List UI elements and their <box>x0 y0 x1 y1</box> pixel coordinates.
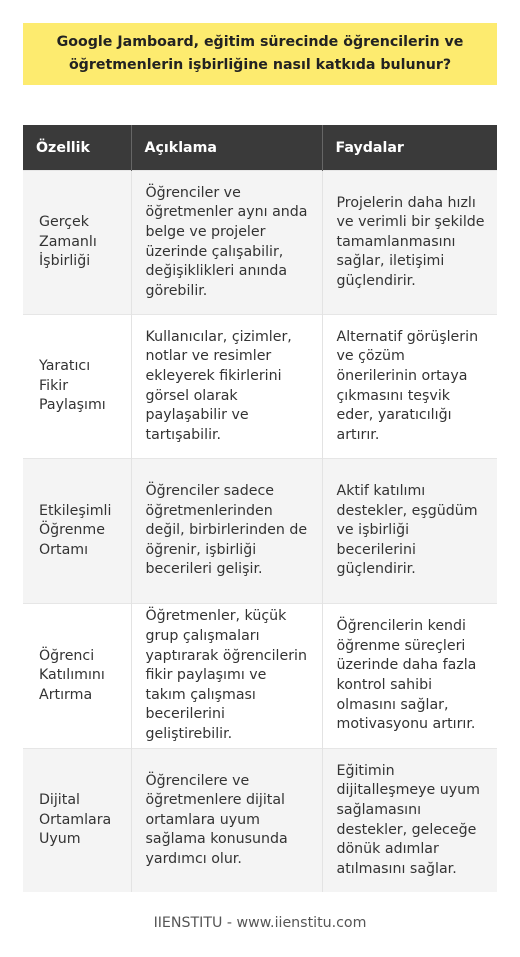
table-row <box>23 749 497 893</box>
feature-cell: Yaratıcı Fikir Paylaşımı <box>23 315 131 459</box>
description-cell: Öğrenciler ve öğretmenler aynı anda belge ve projeler üzerinde çalışabilir, değişiklikleri anında görebilir. <box>131 171 322 315</box>
description-cell: Kullanıcılar, çizimler, notlar ve resimler ekleyerek fikirlerini görsel olarak paylaşabilir ve tartışabilir. <box>131 315 322 459</box>
description-cell: Öğrencilere ve öğretmenlere dijital ortamlara uyum sağlama konusunda yardımcı olur. <box>131 749 322 893</box>
table-row <box>23 459 497 604</box>
column-header-feature: Özellik <box>23 125 131 171</box>
description-cell: Öğrenciler sadece öğretmenlerinden değil, birbirlerinden de öğrenir, işbirliği becerileri gelişir. <box>131 459 322 604</box>
benefits-cell: Eğitimin dijitalleşmeye uyum sağlamasını destekler, geleceğe dönük adımlar atılmasını sağlar. <box>322 749 497 893</box>
features-table <box>23 125 497 892</box>
column-header-benefits: Faydalar <box>322 125 497 171</box>
column-header-description: Açıklama <box>131 125 322 171</box>
table-header-row <box>23 125 497 171</box>
benefits-cell: Projelerin daha hızlı ve verimli bir şekilde tamamlanmasını sağlar, iletişimi güçlendirir. <box>322 171 497 315</box>
footer-credit: IIENSTITU - www.iienstitu.com <box>153 915 367 931</box>
benefits-cell: Öğrencilerin kendi öğrenme süreçleri üzerinde daha fazla kontrol sahibi olmasını sağlar, motivasyonu artırır. <box>322 604 497 749</box>
table-row <box>23 604 497 749</box>
benefits-cell: Alternatif görüşlerin ve çözüm önerilerinin ortaya çıkmasını teşvik eder, yaratıcılığı artırır. <box>322 315 497 459</box>
feature-cell: Etkileşimli Öğrenme Ortamı <box>23 459 131 604</box>
page-title: Google Jamboard, eğitim sürecinde öğrencilerin ve öğretmenlerin işbirliğine nasıl katkıda bulunur? <box>56 34 464 73</box>
description-cell: Öğretmenler, küçük grup çalışmaları yaptırarak öğrencilerin fikir paylaşımı ve takım çalışması becerilerini geliştirebilir. <box>131 604 322 749</box>
benefits-cell: Aktif katılımı destekler, eşgüdüm ve işbirliği becerilerini güçlendirir. <box>322 459 497 604</box>
title-banner <box>23 23 497 85</box>
table-row <box>23 171 497 315</box>
table-row <box>23 315 497 459</box>
feature-cell: Öğrenci Katılımını Artırma <box>23 604 131 749</box>
feature-cell: Gerçek Zamanlı İşbirliği <box>23 171 131 315</box>
feature-cell: Dijital Ortamlara Uyum <box>23 749 131 893</box>
